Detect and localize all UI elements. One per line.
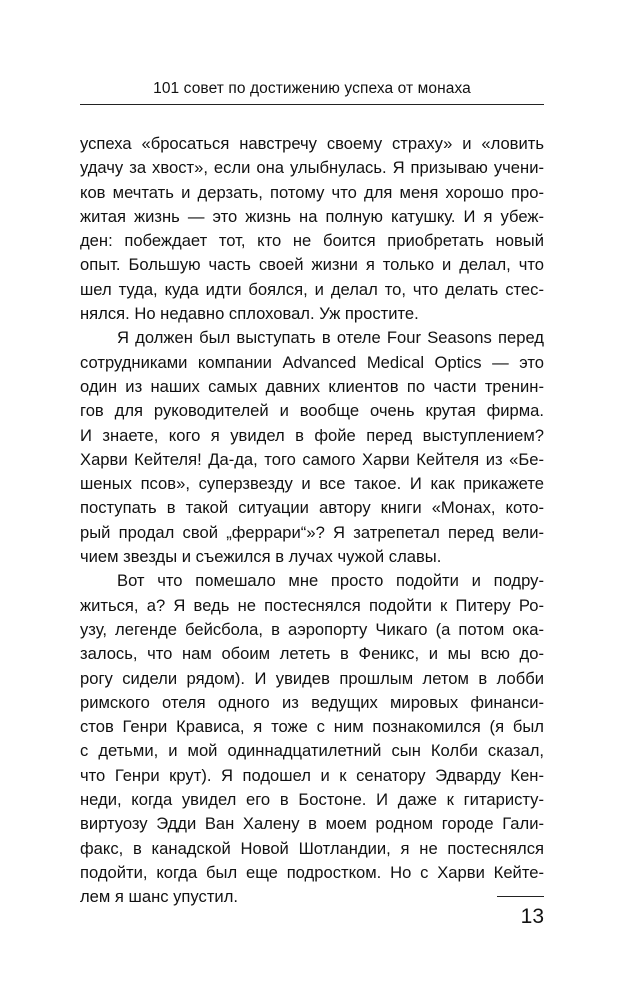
- text-line: И знаете, кого я увидел в фойе перед выступлением?: [80, 425, 544, 445]
- paragraph-2: [80, 326, 544, 569]
- text-line: чием звезды и съежился в лучах чужой славы.: [80, 547, 442, 567]
- page-number: 13: [520, 905, 544, 928]
- text-line: стов Генри Крависа, я тоже с ним познакомился (я был: [80, 717, 544, 737]
- text-line: Я должен был выступать в отеле Four Seasons перед: [117, 328, 544, 348]
- text-line: сотрудниками компании Advanced Medical Optics — это: [80, 352, 544, 372]
- text-line: ков мечтать и дерзать, потому что для меня хорошо про-: [80, 182, 544, 202]
- text-line: факс, в канадской Новой Шотландии, я не постеснялся: [80, 838, 544, 858]
- header-rule: [80, 104, 544, 105]
- text-line: лем я шанс упустил.: [80, 887, 238, 907]
- footer-rule: [497, 896, 544, 897]
- text-line: Вот что помешало мне просто подойти и подру-: [117, 571, 544, 591]
- text-line: подойти, когда был еще подростком. Но с Харви Кейте-: [80, 862, 544, 882]
- text-line: нялся. Но недавно сплоховал. Уж простите.: [80, 304, 419, 324]
- text-line: узу, легенде бейсбола, в аэропорту Чикаго (а потом ока-: [80, 619, 544, 639]
- text-line: шел туда, куда идти боялся, и делал то, что делать стес-: [80, 279, 544, 299]
- text-line: поступать в такой ситуации автору книги «Монах, кото-: [80, 498, 544, 518]
- text-line: что Генри крут). Я подошел и к сенатору Эдварду Кен-: [80, 765, 544, 785]
- text-line: шеных псов», суперзвезду и все такое. И как прикажете: [80, 474, 544, 494]
- text-line: удачу за хвост», если она улыбнулась. Я призываю учени-: [80, 158, 544, 178]
- text-line: залось, что нам обоим лететь в Феникс, и мы всю до-: [80, 644, 544, 664]
- text-line: виртуозу Эдди Ван Халену в моем родном городе Гали-: [80, 814, 544, 834]
- text-line: неди, когда увидел его в Бостоне. И даже к гитаристу-: [80, 790, 544, 810]
- text-line: Харви Кейтеля! Да-да, того самого Харви Кейтеля из «Бе-: [80, 449, 544, 469]
- body-text: [80, 132, 544, 910]
- text-line: житься, а? Я ведь не постеснялся подойти к Питеру Ро-: [80, 595, 544, 615]
- running-title: 101 совет по достижению успеха от монаха: [153, 80, 471, 97]
- paragraph-3: [80, 569, 544, 909]
- text-line: рогу сидели рядом). И увидев прошлым летом в лобби: [80, 668, 544, 688]
- text-line: римского отеля одного из ведущих мировых финанси-: [80, 692, 544, 712]
- text-line: рый продал свой „феррари“»? Я затрепетал перед вели-: [80, 522, 544, 542]
- paragraph-1: [80, 132, 544, 326]
- text-line: житая жизнь — это жизнь на полную катушку. И я убеж-: [80, 206, 544, 226]
- text-line: ден: побеждает тот, кто не боится приобретать новый: [80, 231, 544, 251]
- text-line: успеха «бросаться навстречу своему страху» и «ловить: [80, 134, 544, 153]
- text-line: с детьми, и мой одиннадцатилетний сын Колби сказал,: [80, 741, 544, 761]
- text-line: один из наших самых давних клиентов по части тренин-: [80, 376, 544, 396]
- text-line: опыт. Большую часть своей жизни я только и делал, что: [80, 255, 544, 275]
- text-line: гов для руководителей и вообще очень крутая фирма.: [80, 401, 544, 421]
